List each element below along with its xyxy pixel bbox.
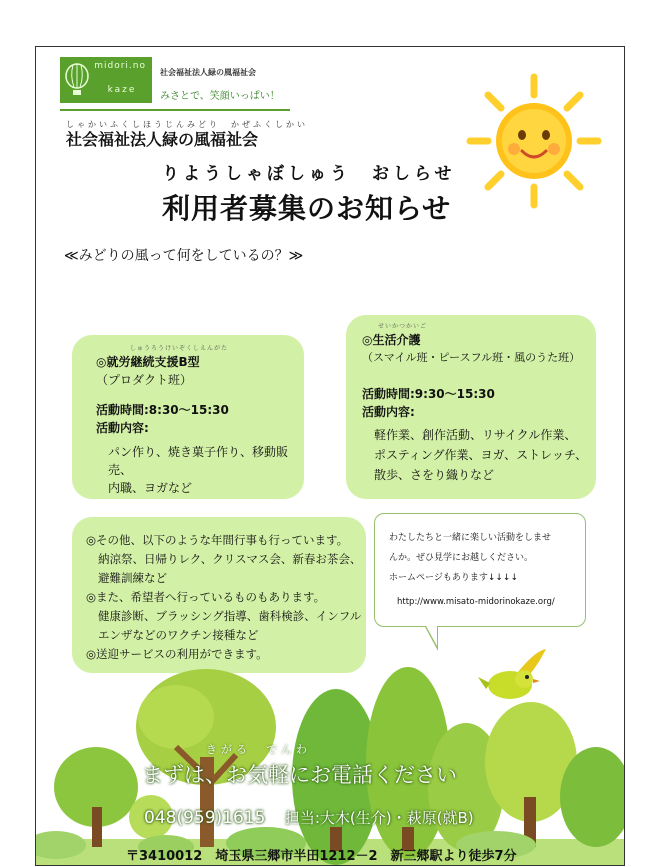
activity-item: 内職、ヨガなど [108,481,193,495]
contact-phone [144,807,474,828]
activity-time: 活動時間:9:30～15:30 [362,387,495,401]
events-line: 健康診断、ブラッシング指導、歯科検診、インフル [98,609,362,623]
activity-content-label: 活動内容: [362,405,415,419]
bubble-line: わたしたちと一緒に楽しい活動をしませ [389,533,552,543]
service-box-life-care-content [362,323,592,485]
events-line: 納涼祭、日帰りレク、クリスマス会、新春お茶会、 [98,552,362,566]
events-line: エンザなどのワクチン接種など [98,628,259,642]
logo-text-top: midori.no [94,61,146,71]
homepage-link[interactable]: http://www.misato-midorinokaze.org/ [397,597,555,607]
events-line: ◎また、希望者へ行っているものもあります。 [86,590,326,604]
header-divider [60,109,290,111]
logo-text-bottom: kaze [107,85,137,95]
phone-number[interactable]: 048(959)1615 [144,808,266,828]
activity-items [96,437,296,497]
activity-item: 散歩、さをり織りなど [374,468,495,482]
section-question: ≪みどりの風って何をしているの？≫ [64,248,304,264]
heading-ruby: せいかつかいご [378,323,428,330]
sun-illustration [464,71,604,211]
speech-bubble-content [389,528,579,612]
activity-content-label: 活動内容: [96,421,149,435]
org-name: 社会福祉法人緑の風福祉会 [66,130,259,149]
logo [60,57,152,103]
flyer-sheet [35,46,625,866]
contact-headline: まずは、お気軽にお電話ください [142,763,457,787]
activity-time: 活動時間:8:30～15:30 [96,403,229,417]
activity-items [362,421,592,485]
contact-ruby: きがる でんわ [206,743,311,756]
activity-item: 軽作業、創作活動、リサイクル作業、 [374,428,577,442]
header-org-name: 社会福祉法人緑の風福祉会 [160,68,256,77]
contact-person: 担当:大木(生介)・萩原(就B) [284,809,474,827]
activity-item: パン作り、焼き菓子作り、移動販売、 [108,445,289,477]
speech-bubble [374,513,586,627]
service-sub: （スマイル班・ピースフル班・風のうた班） [362,351,581,364]
service-heading: ◎就労継続支援B型 [96,355,200,369]
bubble-line: ホームページもあります↓↓↓↓ [389,573,518,583]
activity-item: ポスティング作業、ヨガ、ストレッチ、 [374,448,588,462]
bubble-tail-inner [425,624,437,646]
title-ruby: りようしゃぼしゅう おしらせ [162,164,456,184]
page-title: 利用者募集のお知らせ [162,192,452,225]
service-sub: （プロダクト班） [96,373,193,387]
address: 〒3410012 埼玉県三郷市半田1212－2 新三郷駅より徒歩7分 [126,849,517,864]
heading-ruby: しゅうろうけいぞくしえんがた [130,345,229,352]
events-box [72,517,366,673]
service-box-life-care [346,315,596,499]
service-heading: ◎生活介護 [362,333,421,347]
events-line: ◎送迎サービスの利用ができます。 [86,647,268,661]
header-slogan: みさとで、笑顔いっぱい！ [160,91,280,102]
events-line: ◎その他、以下のような年間行事も行っています。 [86,533,349,547]
events-box-content [86,531,362,664]
bubble-line: んか。ぜひ見学にお越しください。 [389,553,534,563]
service-box-b-type [72,335,304,499]
service-box-b-type-content [96,345,296,497]
org-name-ruby: しゃかいふくしほうじんみどり かぜふくしかい [66,120,308,129]
events-line: 避難訓練など [98,571,167,585]
